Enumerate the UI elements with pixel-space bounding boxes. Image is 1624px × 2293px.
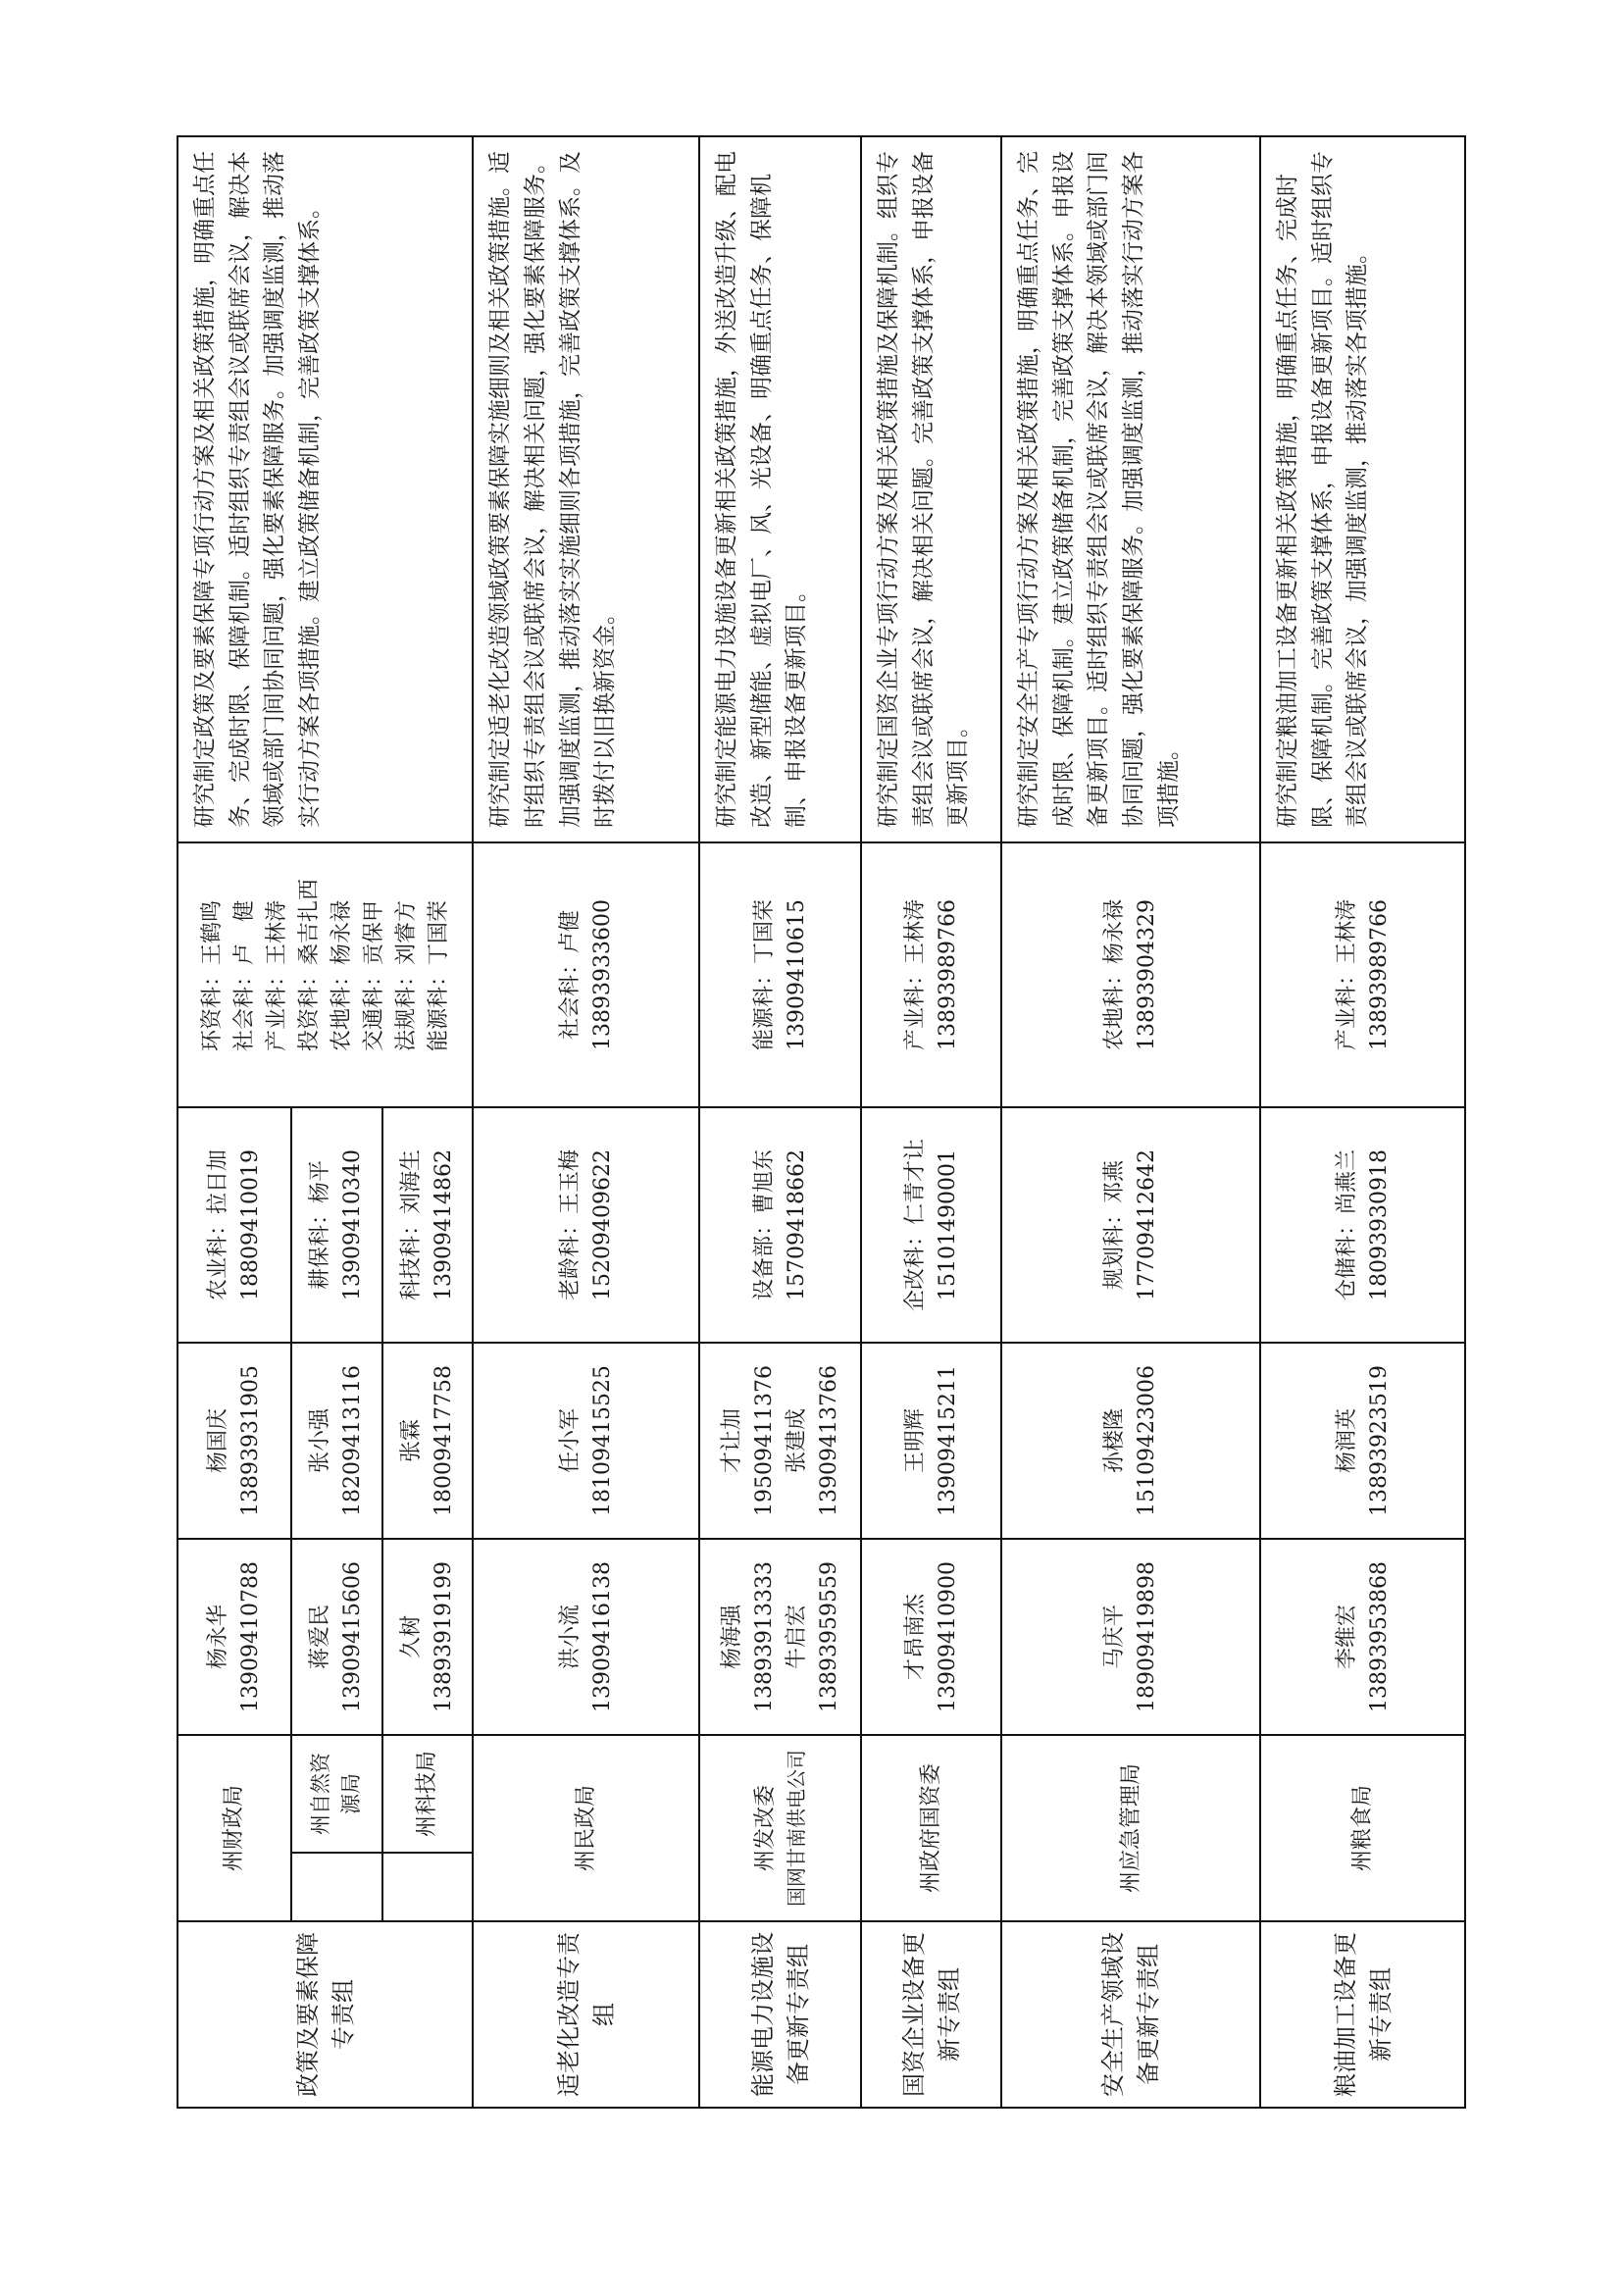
deputy-cell xyxy=(699,1343,861,1539)
deputy-phone: 13909415211 xyxy=(935,1365,960,1516)
leader-phone: 18909419898 xyxy=(1135,1561,1160,1712)
dept-contact-item: 法规科：刘睿方 xyxy=(393,899,419,1051)
table-row xyxy=(178,136,291,2108)
deputy-phone: 19509411376 xyxy=(751,1365,777,1516)
leader-name: 蒋爱民 xyxy=(308,1604,333,1669)
leader-name: 杨永华 xyxy=(205,1604,230,1669)
dept-contact-item: 社会科：卢 健 xyxy=(231,899,257,1051)
unit-spacer xyxy=(382,1853,474,1921)
deputy-name: 杨润英 xyxy=(1334,1407,1359,1473)
contact-label: 科技科：刘海生 xyxy=(398,1148,424,1300)
unit-name: 州发改委 xyxy=(753,1784,779,1871)
contact-cell xyxy=(473,1107,699,1343)
table-row xyxy=(699,136,861,2108)
unit-name-cell xyxy=(699,1735,861,1921)
unit-name: 州民政局 xyxy=(473,1735,699,1921)
leader-name: 才昂南杰 xyxy=(902,1593,928,1680)
leader-phone-2: 13893959559 xyxy=(816,1561,841,1712)
deputy-phone: 18209413116 xyxy=(340,1365,366,1516)
deputy-cell xyxy=(1260,1343,1465,1539)
unit-name: 州应急管理局 xyxy=(1001,1735,1260,1921)
dept-contact-label: 能源科：丁国荣 xyxy=(751,898,777,1050)
leader-name: 马庆平 xyxy=(1102,1604,1128,1669)
leader-phone: 13893913333 xyxy=(751,1561,777,1712)
contact-phone: 18093930918 xyxy=(1366,1149,1392,1300)
leader-name: 久树 xyxy=(398,1614,424,1658)
group-name: 能源电力设施设备更新专责组 xyxy=(699,1921,861,2108)
deputy-cell xyxy=(473,1343,699,1539)
deputy-phone: 18009417758 xyxy=(431,1365,456,1516)
deputy-cell xyxy=(861,1343,1001,1539)
deputy-name: 张霖 xyxy=(398,1418,424,1462)
deputy-name: 杨国庆 xyxy=(205,1407,230,1473)
dept-contact-phone: 13893933600 xyxy=(589,899,615,1050)
group-name: 粮油加工设备更新专责组 xyxy=(1260,1921,1465,2108)
contact-phone: 15101490001 xyxy=(935,1149,960,1300)
contact-cell xyxy=(178,1107,291,1343)
task-force-table xyxy=(177,135,1466,2109)
duty-text: 研究制定适老化改造领域政策要素保障实施细则及相关政策措施。适时组织专责组会议或联席会议，解决相关问题，强化要素保障服务。加强调度监测，推动落实实施细则各项措施，完善政策支撑体系。及时拨付以旧换新资金。 xyxy=(473,136,699,842)
leader-phone: 13893953868 xyxy=(1366,1561,1392,1712)
dept-contact-item: 农地科：杨永禄 xyxy=(329,899,354,1051)
contact-phone: 18809410019 xyxy=(237,1149,263,1300)
dept-contact-phone: 13893989766 xyxy=(1366,899,1392,1050)
contact-label: 企改科：仁青才让 xyxy=(902,1138,928,1311)
dept-contact-cell xyxy=(1260,842,1465,1107)
leader-cell xyxy=(1001,1539,1260,1735)
leader-name-2: 牛启宏 xyxy=(784,1604,809,1669)
table-row xyxy=(1001,136,1260,2108)
deputy-phone: 13893923519 xyxy=(1366,1365,1392,1516)
contact-cell xyxy=(382,1107,474,1343)
deputy-name: 张小强 xyxy=(308,1407,333,1473)
leader-cell xyxy=(473,1539,699,1735)
duty-text: 研究制定安全生产专项行动方案及相关政策措施，明确重点任务、完成时限、保障机制。建立政策储备机制，完善政策支撑体系。申报设备更新项目。适时组织专责组会议或联席会议，解决本领域或部门间协同问题，强化要素保障服务。加强调度监测，推动落实行动方案各项措施。 xyxy=(1001,136,1260,842)
contact-label: 耕保科：杨平 xyxy=(308,1159,333,1290)
dept-contacts-cell xyxy=(178,842,473,1107)
contact-label: 规划科：邓燕 xyxy=(1102,1159,1128,1290)
dept-contact-cell xyxy=(699,842,861,1107)
leader-cell xyxy=(861,1539,1001,1735)
duty-text: 研究制定能源电力设施设备更新相关政策措施，外送改造升级、配电改造、新型储能、虚拟电厂、风、光设备、明确重点任务、保障机制、申报设备更新项目。 xyxy=(699,136,861,842)
leader-name: 洪小流 xyxy=(557,1604,583,1669)
dept-contact-label: 社会科：卢健 xyxy=(557,909,583,1040)
contact-label: 设备部：曹旭东 xyxy=(751,1148,777,1300)
group-name: 适老化改造专责组 xyxy=(473,1921,699,2108)
dept-contact-phone: 13893904329 xyxy=(1135,899,1160,1050)
deputy-phone-2: 13909413766 xyxy=(816,1365,841,1516)
leader-phone: 13909416138 xyxy=(589,1561,615,1712)
unit-name: 州粮食局 xyxy=(1260,1735,1465,1921)
unit-name: 州财政局 xyxy=(178,1735,291,1921)
contact-phone: 17709412642 xyxy=(1135,1149,1160,1300)
deputy-name: 王明辉 xyxy=(902,1407,928,1473)
dept-contact-item: 交通科：贡保甲 xyxy=(361,899,386,1051)
rotated-page-content xyxy=(177,137,1466,2109)
leader-cell xyxy=(1260,1539,1465,1735)
leader-name: 杨海强 xyxy=(719,1604,744,1669)
contact-cell xyxy=(699,1107,861,1343)
leader-cell xyxy=(382,1539,474,1735)
table-row xyxy=(473,136,699,2108)
deputy-cell xyxy=(382,1343,474,1539)
dept-contact-label: 产业科：王林涛 xyxy=(1334,898,1359,1050)
contact-label: 老龄科：王玉梅 xyxy=(557,1148,583,1300)
leader-cell xyxy=(291,1539,382,1735)
group-name: 国资企业设备更新专责组 xyxy=(861,1921,1001,2108)
group-name: 政策及要素保障专责组 xyxy=(178,1921,473,2108)
dept-contact-cell xyxy=(861,842,1001,1107)
unit-name: 州科技局 xyxy=(382,1735,474,1853)
dept-contact-phone: 13909410615 xyxy=(784,899,809,1050)
duty-text: 研究制定政策及要素保障专项行动方案及相关政策措施，明确重点任务、完成时限、保障机制。适时组织专责组会议或联席会议，解决本领域或部门间协同问题，强化要素保障服务。加强调度监测，推动落实行动方案各项措施。建立政策储备机制，完善政策支撑体系。 xyxy=(178,136,473,842)
dept-contact-item: 能源科：丁国荣 xyxy=(426,899,451,1051)
leader-phone: 13909410788 xyxy=(237,1561,263,1712)
unit-name-2: 国网甘南供电公司 xyxy=(785,1750,809,1907)
leader-phone: 13909410900 xyxy=(935,1561,960,1712)
table-row xyxy=(1260,136,1465,2108)
contact-phone: 15709418662 xyxy=(784,1149,809,1300)
deputy-name-2: 张建成 xyxy=(784,1407,809,1473)
contact-label: 仓储科：尚燕兰 xyxy=(1334,1148,1359,1300)
contact-phone: 15209409622 xyxy=(589,1149,615,1300)
deputy-phone: 13893931905 xyxy=(237,1365,263,1516)
duty-text: 研究制定粮油加工设备更新相关政策措施，明确重点任务、完成时限、保障机制。完善政策支撑体系，申报设备更新项目。适时组织专责组会议或联席会议，加强调度监测，推动落实各项措施。 xyxy=(1260,136,1465,842)
contact-cell xyxy=(291,1107,382,1343)
leader-cell xyxy=(178,1539,291,1735)
leader-cell xyxy=(699,1539,861,1735)
deputy-phone: 18109415525 xyxy=(589,1365,615,1516)
leader-phone: 13909415606 xyxy=(340,1561,366,1712)
leader-name: 李维宏 xyxy=(1334,1604,1359,1669)
dept-contact-cell xyxy=(1001,842,1260,1107)
dept-contact-item: 环资科：王鹤鸣 xyxy=(199,899,225,1051)
table-row xyxy=(861,136,1001,2108)
deputy-cell xyxy=(291,1343,382,1539)
deputy-name: 任小军 xyxy=(557,1407,583,1473)
contact-label: 农业科：拉日加 xyxy=(205,1148,230,1300)
group-name: 安全生产领域设备更新专责组 xyxy=(1001,1921,1260,2108)
dept-contact-item: 投资科：桑吉扎西 xyxy=(296,878,322,1051)
contact-cell xyxy=(861,1107,1001,1343)
unit-name: 州政府国资委 xyxy=(861,1735,1001,1921)
deputy-name: 才让加 xyxy=(719,1407,744,1473)
dept-contact-cell xyxy=(473,842,699,1107)
dept-contact-label: 农地科：杨永禄 xyxy=(1102,898,1128,1050)
contact-cell xyxy=(1260,1107,1465,1343)
dept-contact-phone: 13893989766 xyxy=(935,899,960,1050)
contact-phone: 13909410340 xyxy=(340,1149,366,1300)
unit-spacer xyxy=(291,1853,382,1921)
duty-text: 研究制定国资企业专项行动方案及相关政策措施及保障机制。组织专责组会议或联席会议，解决相关问题。完善政策支撑体系，申报设备更新项目。 xyxy=(861,136,1001,842)
contact-cell xyxy=(1001,1107,1260,1343)
deputy-name: 孙楼隆 xyxy=(1102,1407,1128,1473)
unit-name: 州自然资源局 xyxy=(291,1735,382,1853)
dept-contact-label: 产业科：王林涛 xyxy=(902,898,928,1050)
leader-phone: 13893919199 xyxy=(431,1561,456,1712)
dept-contact-item: 产业科：王林涛 xyxy=(264,899,289,1051)
deputy-cell xyxy=(1001,1343,1260,1539)
contact-phone: 13909414862 xyxy=(431,1149,456,1300)
deputy-phone: 15109423006 xyxy=(1135,1365,1160,1516)
deputy-cell xyxy=(178,1343,291,1539)
